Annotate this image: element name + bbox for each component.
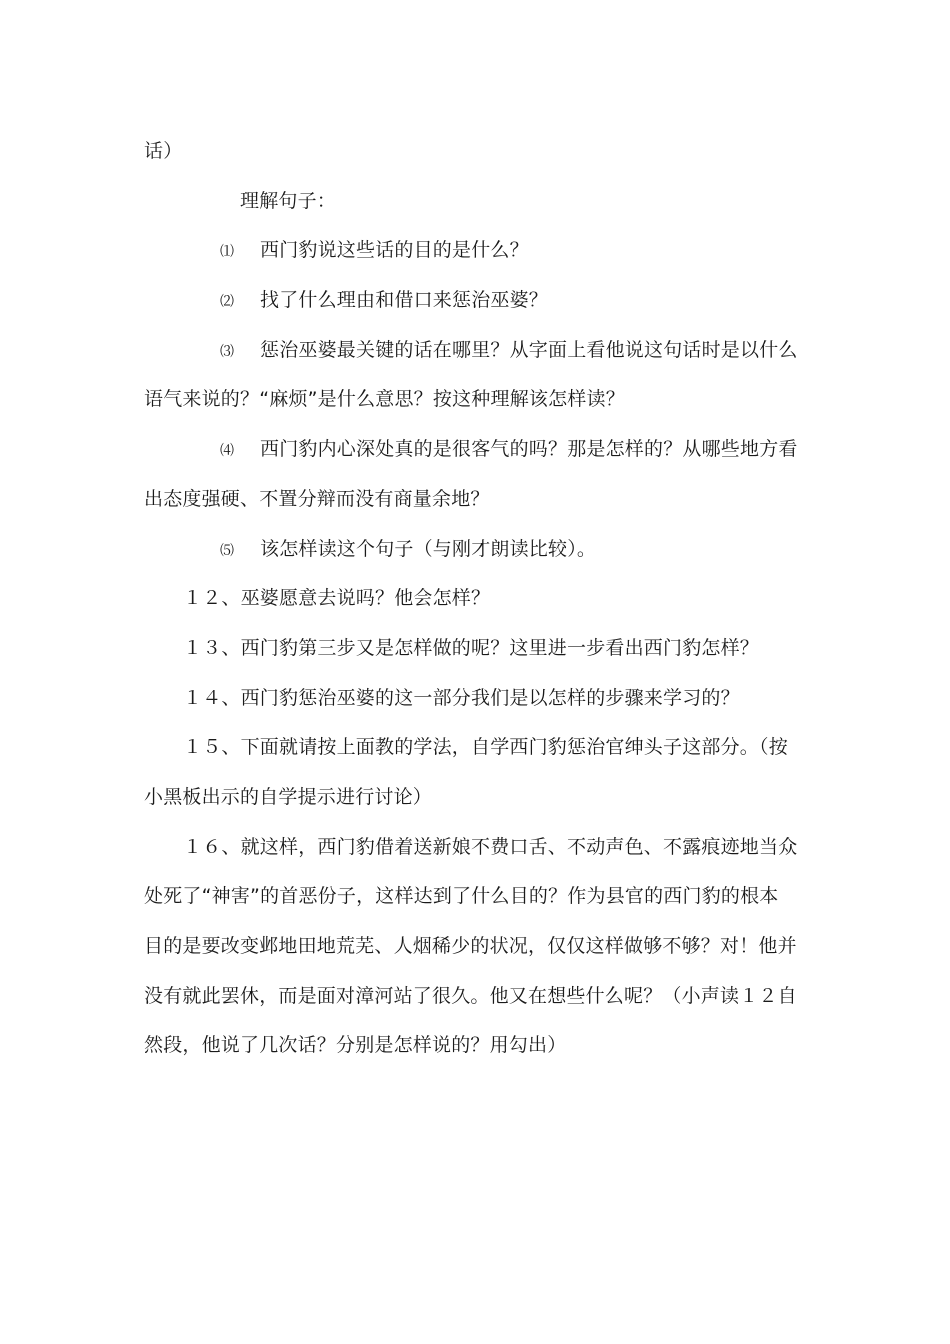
line-text: 惩治巫婆最关键的话在哪里？从字面上看他说这句话时是以什么 <box>260 339 798 361</box>
paragraph-line <box>144 1032 566 1058</box>
list-marker: ⑶ <box>220 344 235 360</box>
line-text: １４、西门豹惩治巫婆的这一部分我们是以怎样的步骤来学习的？ <box>183 687 740 709</box>
line-text: 出态度强硬、不置分辩而没有商量余地？ <box>144 488 490 510</box>
list-marker: ⑴ <box>220 244 235 260</box>
line-text: 理解句子： <box>240 190 337 212</box>
line-text: 西门豹说这些话的目的是什么？ <box>260 239 529 261</box>
section-heading <box>240 188 336 214</box>
line-text: １２、巫婆愿意去说吗？他会怎样？ <box>183 587 491 609</box>
list-item <box>220 287 548 315</box>
paragraph-line <box>144 138 182 164</box>
line-text: 目的是要改变邺地田地荒芜、人烟稀少的状况，仅仅这样做够不够？对！他并 <box>144 935 797 957</box>
line-text: 找了什么理由和借口来惩治巫婆？ <box>260 289 549 311</box>
list-item <box>220 536 596 564</box>
paragraph-line <box>183 585 490 611</box>
list-marker: ⑵ <box>220 294 235 310</box>
list-item <box>220 237 529 265</box>
line-text: 没有就此罢休，而是面对漳河站了很久。他又在想些什么呢？（小声读１２自 <box>144 985 797 1007</box>
paragraph-line <box>144 386 625 412</box>
line-text: １３、西门豹第三步又是怎样做的呢？这里进一步看出西门豹怎样？ <box>183 637 760 659</box>
list-marker: ⑷ <box>220 443 235 459</box>
paragraph-line <box>144 933 797 959</box>
paragraph-line <box>144 784 432 810</box>
paragraph-line <box>144 883 779 909</box>
line-text: 西门豹内心深处真的是很客气的吗？那是怎样的？从哪些地方看 <box>260 438 798 460</box>
line-text: 语气来说的？“麻烦”是什么意思？按这种理解该怎样读？ <box>144 388 625 410</box>
paragraph-line <box>183 685 740 711</box>
line-text: １６、就这样，西门豹借着送新娘不费口舌、不动声色、不露痕迹地当众 <box>183 836 798 858</box>
line-text: 小黑板出示的自学提示进行讨论） <box>144 786 433 808</box>
paragraph-line <box>183 834 797 860</box>
line-text: 话） <box>144 140 183 162</box>
paragraph-line <box>183 635 759 661</box>
line-text: 该怎样读这个句子（与刚才朗读比较）。 <box>260 538 597 560</box>
line-text: １５、下面就请按上面教的学法，自学西门豹惩治官绅头子这部分。（按 <box>183 736 788 758</box>
list-marker: ⑸ <box>220 543 235 559</box>
list-item <box>220 337 798 365</box>
paragraph-line <box>144 486 490 512</box>
line-text: 处死了“神害”的首恶份子，这样达到了什么目的？作为县官的西门豹的根本 <box>144 885 779 907</box>
list-item <box>220 436 798 464</box>
paragraph-line <box>144 983 797 1009</box>
paragraph-line <box>183 734 788 760</box>
line-text: 然段，他说了几次话？分别是怎样说的？用勾出） <box>144 1034 567 1056</box>
